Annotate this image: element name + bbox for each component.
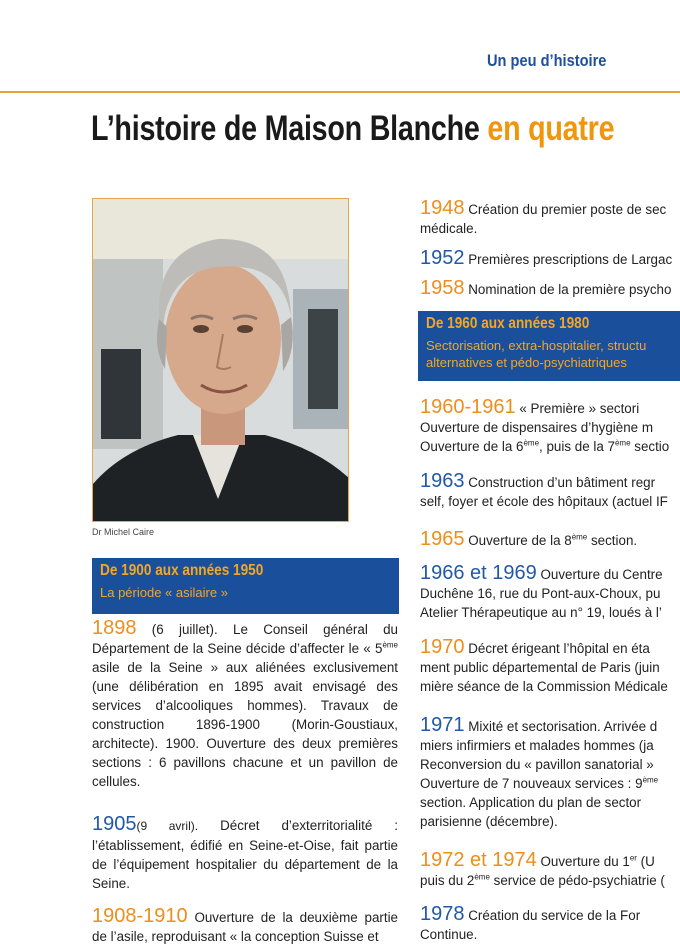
entry-text: self, foyer et école des hôpitaux (actuel IF [420,494,668,509]
entry-text: section. Application du plan de sector [420,795,642,810]
entry-text: Ouverture de 7 nouveaux services : 9 [420,776,643,791]
period-banner-1900-1950 [92,558,399,614]
period-banner-1960-1980 [418,311,680,381]
superscript: ème [642,775,659,785]
entry-text: Décret d’exterritorialité : l’établissement, édifié en Seine-et-Oise, fait partie de l’équipement hospitalier du département de la Seine. [92,818,398,891]
entry-text: Mixité et sectorisation. Arrivée d [464,719,658,734]
entry-year: 1958 [420,277,465,299]
timeline-entry-1905 [92,815,398,893]
entry-year: 1948 [420,197,465,219]
title-accent: en quatre [487,109,615,148]
page-title [91,109,614,149]
timeline-entry-1965 [420,530,637,550]
timeline-entry-1908 [92,907,398,946]
entry-text: Atelier Thérapeutique au n° 19, loués à l’ [420,605,662,620]
entry-text: , puis de la 7 [539,439,615,454]
entry-text: Ouverture de la deuxième partie de l’asile, reproduisant « la conception Suisse et [92,910,398,944]
portrait-photo [92,198,349,522]
entry-text: Création du premier poste de sec [464,202,667,217]
header-rule [0,91,680,93]
timeline-entry-1963 [420,472,668,511]
entry-year: 1898 [92,617,137,639]
entry-text: Nomination de la première psycho [464,282,672,297]
entry-year: 1960-1961 [420,396,516,418]
entry-year: 1905 [92,813,137,835]
entry-text: « Première » sectori [515,401,640,416]
banner-subheading: Sectorisation, extra-hospitalier, structu [426,338,647,353]
timeline-entry-1972-1974 [420,851,665,890]
entry-text: Ouverture de la 6 [420,439,524,454]
banner-heading: De 1900 aux années 1950 [100,562,264,579]
entry-text: Construction d’un bâtiment regr [464,475,656,490]
entry-year: 1970 [420,636,465,658]
timeline-entry-1960-1961 [420,398,669,456]
superscript: ème [614,438,631,448]
timeline-entry-1898 [92,619,398,791]
entry-text: Duchêne 16, rue du Pont-aux-Choux, pu [420,586,661,601]
entry-text: puis du 2 [420,873,475,888]
superscript: ème [474,872,490,882]
timeline-entry-1958 [420,279,671,299]
banner-heading: De 1960 aux années 1980 [426,315,590,332]
entry-text: Le Conseil général du Département de la Seine décide d’affecter le « 5 [92,622,399,656]
timeline-entry-1978 [420,905,640,944]
entry-text: Ouverture de la 8 [464,533,572,548]
entry-year: 1978 [420,903,465,925]
entry-year: 1972 et 1974 [420,849,537,871]
banner-subheading: alternatives et pédo-psychiatriques [426,355,627,370]
entry-date: (6 juillet). [136,622,218,637]
entry-year: 1965 [420,528,465,550]
entry-text: médicale. [420,221,478,236]
entry-text: Reconversion du « pavillon sanatorial » [420,757,654,772]
entry-text: parisienne (décembre). [420,814,558,829]
timeline-entry-1952 [420,249,672,269]
photo-caption: Dr Michel Caire [92,527,155,537]
entry-year: 1971 [420,714,465,736]
entry-text: asile de la Seine » aux aliénées exclusivement (une délibération en 1895 avait envisagé des services d’alcooliques hommes). Travaux de construction 1896-1900 (Morin-Goustiaux, architecte). 1900. Ouverture des deux premières sections : 6 pavillons chacune et un pavillon de cellules. [92,660,398,789]
superscript: ème [571,532,588,542]
entry-year: 1952 [420,247,465,269]
superscript: er [629,853,637,863]
entry-text: (U [636,854,655,869]
entry-text: Continue. [420,927,478,942]
entry-text: Ouverture du 1 [536,854,630,869]
superscript: ème [382,640,398,650]
banner-subheading: La période « asilaire » [100,585,228,600]
entry-text: mière séance de la Commission Médicale [420,679,668,694]
entry-text: Ouverture de dispensaires d’hygiène m [420,420,653,435]
timeline-entry-1970 [420,638,668,696]
portrait-illustration [93,199,349,522]
entry-text: section. [587,533,638,548]
entry-year: 1908-1910 [92,905,188,927]
timeline-entry-1966-1969 [420,564,663,622]
entry-text: Ouverture du Centre [536,567,663,582]
entry-year: 1963 [420,470,465,492]
superscript: ème [523,438,540,448]
entry-text: Création du service de la For [464,908,641,923]
entry-text: miers infirmiers et malades hommes (ja [420,738,654,753]
entry-text: Décret érigeant l’hôpital en éta [464,641,650,656]
timeline-entry-1971 [420,716,658,831]
entry-text: Premières prescriptions de Largac [464,252,673,267]
section-label: Un peu d’histoire [487,51,607,70]
entry-text: service de pédo-psychiatrie ( [489,873,665,888]
title-main: L’histoire de Maison Blanche [91,109,488,148]
entry-text: ment public départemental de Paris (juin [420,660,660,675]
timeline-entry-1948 [420,199,666,238]
entry-date: (9 avril). [136,819,199,833]
entry-text: sectio [630,439,670,454]
entry-year: 1966 et 1969 [420,562,537,584]
